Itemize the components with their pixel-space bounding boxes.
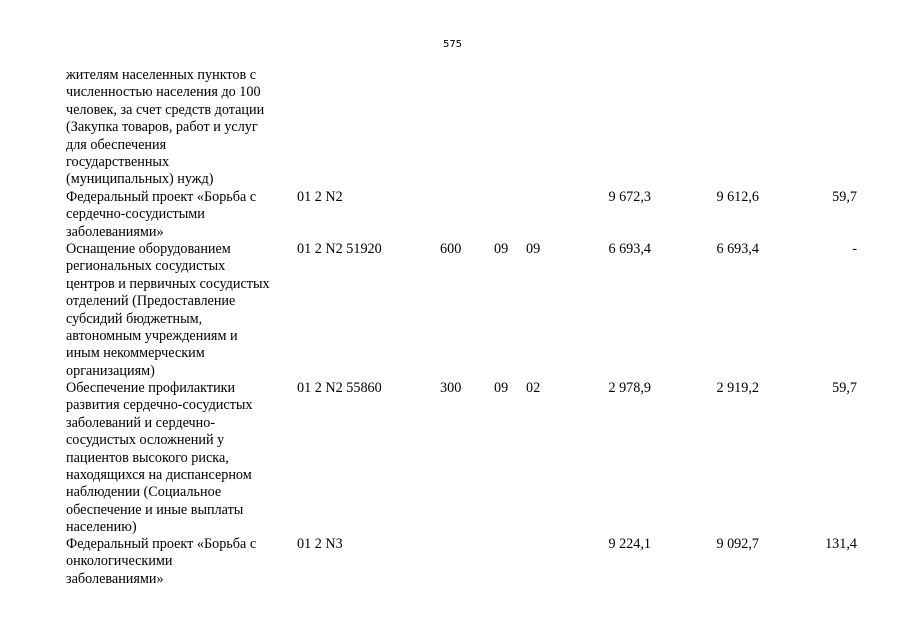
row-name <box>66 536 291 588</box>
row-subsection: 09 <box>526 241 541 257</box>
row-name <box>66 380 291 537</box>
row-name-line: обеспечение и иные выплаты <box>66 501 244 518</box>
row-name-line: населению) <box>66 519 137 536</box>
row-name-line: жителям населенных пунктов с <box>66 67 257 83</box>
row-name-line: центров и первичных сосудистых <box>66 275 270 292</box>
row-name-line: развития сердечно-сосудистых <box>66 397 253 414</box>
row-name <box>66 241 291 380</box>
row-expense-type: 300 <box>440 380 462 396</box>
row-subsection: 02 <box>526 380 541 396</box>
row-value-1: 6 693,4 <box>608 241 651 257</box>
row-name-line: Обеспечение профилактики <box>66 380 236 396</box>
row-value-1: 2 978,9 <box>608 380 651 396</box>
row-name-line: сердечно-сосудистыми <box>66 206 205 223</box>
row-name-line: численностью населения до 100 <box>66 84 261 101</box>
row-name-line: для обеспечения <box>66 136 167 153</box>
row-section: 09 <box>494 241 509 257</box>
page-number: 575 <box>442 39 463 50</box>
row-name-line: заболеваниями» <box>66 570 164 587</box>
row-expense-type: 600 <box>440 241 462 257</box>
row-name-line: заболеваний и сердечно- <box>66 414 216 431</box>
row-code: 01 2 N2 <box>297 189 343 205</box>
row-name-line: наблюдении (Социальное <box>66 484 222 501</box>
row-name-line: онкологическими <box>66 553 173 570</box>
row-value-2: 9 612,6 <box>716 189 759 205</box>
row-section: 09 <box>494 380 509 396</box>
row-value-2: 9 092,7 <box>716 536 759 552</box>
row-name-line: (муниципальных) нужд) <box>66 171 214 188</box>
row-value-3: - <box>852 241 857 257</box>
row-code: 01 2 N2 51920 <box>297 241 382 257</box>
row-name-line: субсидий бюджетным, <box>66 310 203 327</box>
row-value-1: 9 224,1 <box>608 536 651 552</box>
row-value-3: 59,7 <box>832 189 857 205</box>
row-name <box>66 189 291 241</box>
row-value-2: 2 919,2 <box>716 380 759 396</box>
row-name-line: региональных сосудистых <box>66 258 226 275</box>
row-name <box>66 67 291 189</box>
row-value-3: 131,4 <box>825 536 857 552</box>
row-name-line: отделений (Предоставление <box>66 293 236 310</box>
row-name-line: Федеральный проект «Борьба с <box>66 536 257 552</box>
row-name-line: организациям) <box>66 362 155 379</box>
row-name-line: находящихся на диспансерном <box>66 467 252 484</box>
row-name-line: сосудистых осложнений у <box>66 432 225 449</box>
row-value-3: 59,7 <box>832 380 857 396</box>
row-name-line: иным некоммерческим <box>66 345 205 362</box>
row-name-line: (Закупка товаров, работ и услуг <box>66 119 258 136</box>
row-code: 01 2 N3 <box>297 536 343 552</box>
row-name-line: заболеваниями» <box>66 223 164 240</box>
row-value-2: 6 693,4 <box>716 241 759 257</box>
row-name-line: Федеральный проект «Борьба с <box>66 189 257 205</box>
row-name-line: автономным учреждениям и <box>66 328 238 345</box>
row-name-line: человек, за счет средств дотации <box>66 101 265 118</box>
row-name-line: пациентов высокого риска, <box>66 449 229 466</box>
row-code: 01 2 N2 55860 <box>297 380 382 396</box>
row-value-1: 9 672,3 <box>608 189 651 205</box>
row-name-line: государственных <box>66 154 170 171</box>
row-name-line: Оснащение оборудованием <box>66 241 231 257</box>
